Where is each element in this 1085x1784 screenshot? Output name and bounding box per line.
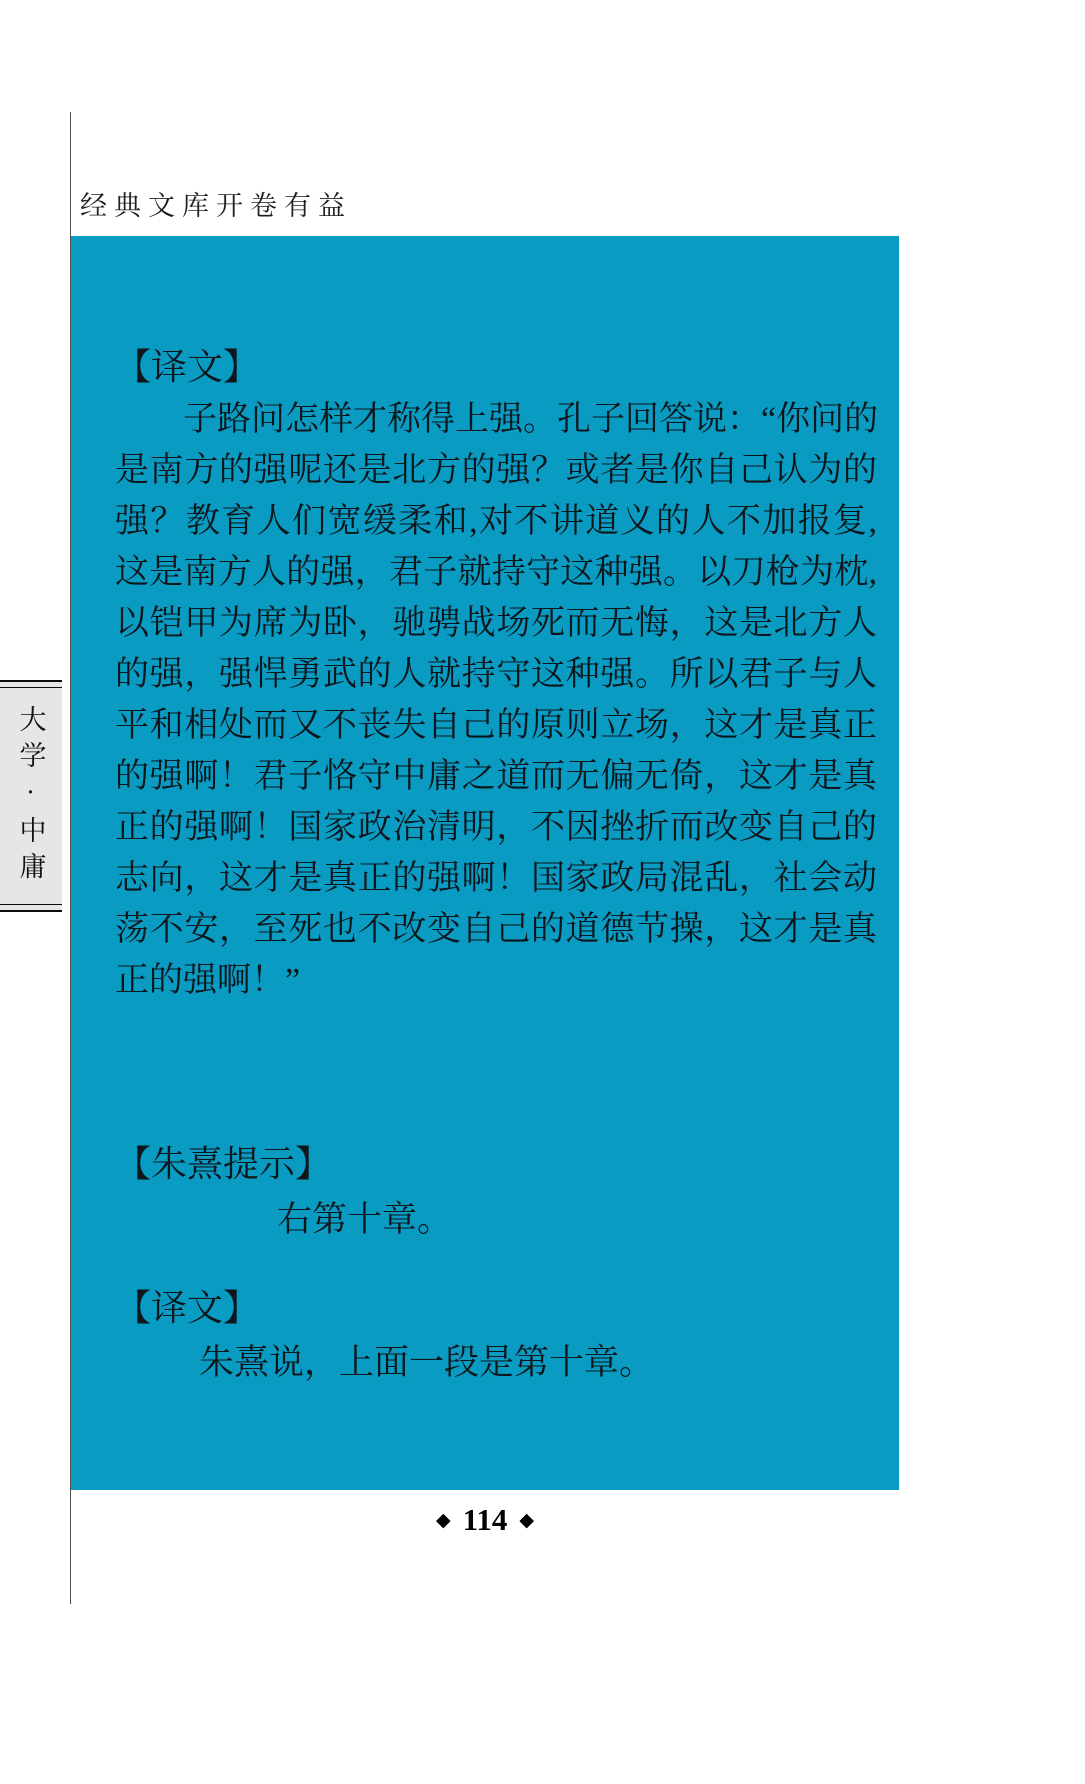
translation-2-body: 朱熹说，上面一段是第十章。 — [199, 1343, 655, 1382]
paragraph-line: 子路问怎样才称得上强。孔子回答说：“你问的 — [183, 401, 879, 438]
diamond-icon: ◆ — [435, 1510, 451, 1531]
section-heading-zhuxi-note: 【朱熹提示】 — [115, 1144, 332, 1184]
paragraph-line: 正的强啊！” — [115, 962, 301, 999]
page-number: 114 — [462, 1502, 508, 1537]
paragraph-line: 的强啊！君子恪守中庸之道而无偏无倚，这才是真 — [115, 758, 877, 795]
section-heading-translation: 【译文】 — [115, 347, 260, 387]
page-footer — [71, 1502, 899, 1538]
section-heading-translation-2: 【译文】 — [115, 1288, 260, 1328]
diamond-icon: ◆ — [519, 1510, 535, 1531]
zhuxi-note-body: 右第十章。 — [277, 1200, 453, 1239]
paragraph-line: 是南方的强呢还是北方的强？或者是你自己认为的 — [115, 452, 877, 489]
chapter-side-tab — [0, 680, 62, 912]
translation-paragraph — [115, 394, 877, 1006]
content-panel — [71, 236, 899, 1490]
paragraph-line: 平和相处而又不丧失自己的原则立场，这才是真正 — [115, 707, 877, 744]
chapter-side-tab-label: 大学·中庸 — [15, 704, 46, 888]
paragraph-line: 以铠甲为席为卧，驰骋战场死而无悔，这是北方人 — [115, 605, 877, 642]
running-header: 经典文库开卷有益 — [80, 191, 352, 221]
paragraph-line: 荡不安，至死也不改变自己的道德节操，这才是真 — [115, 911, 877, 948]
paragraph-line: 正的强啊！国家政治清明，不因挫折而改变自己的 — [115, 809, 877, 846]
paragraph-line: 强？教育人们宽缓柔和,对不讲道义的人不加报复, — [115, 503, 877, 540]
paragraph-line: 志向，这才是真正的强啊！国家政局混乱，社会动 — [115, 860, 877, 897]
paragraph-line: 的强，强悍勇武的人就持守这种强。所以君子与人 — [115, 656, 877, 693]
paragraph-line: 这是南方人的强，君子就持守这种强。以刀枪为枕, — [115, 554, 877, 591]
